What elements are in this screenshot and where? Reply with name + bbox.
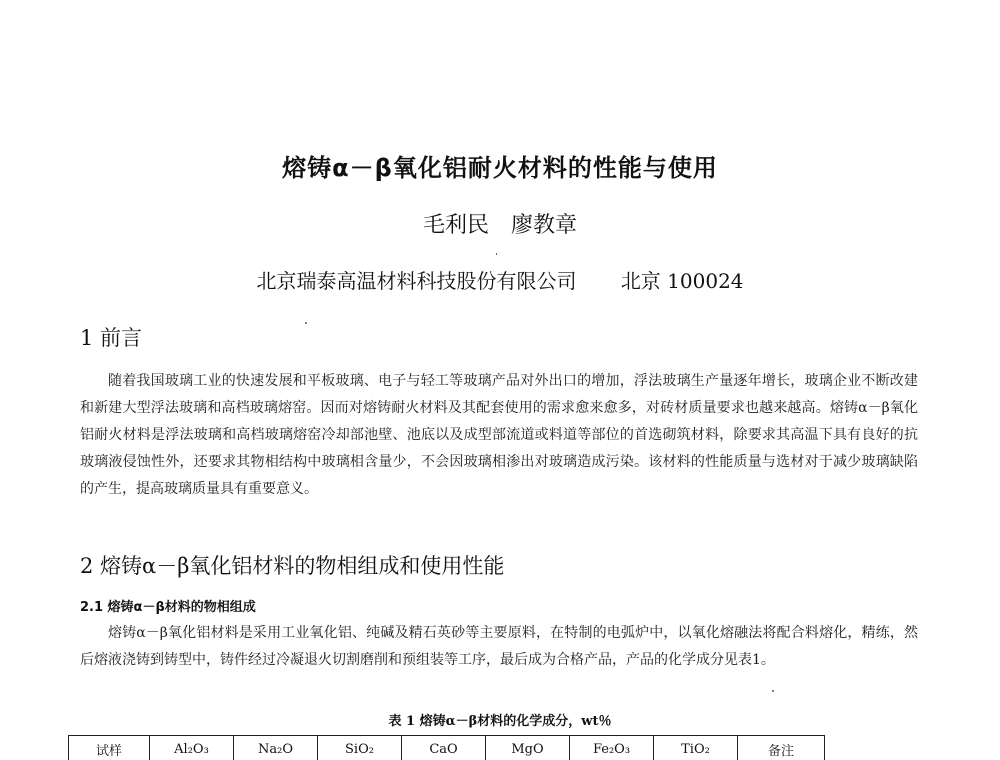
table-caption: 表 1 熔铸α－β材料的化学成分，wt％ xyxy=(388,714,612,729)
table-header-cell: TiO₂ xyxy=(654,736,738,760)
table-header-cell: 备注 xyxy=(738,736,825,760)
scan-speck xyxy=(496,253,497,255)
table-header-cell: MgO xyxy=(486,736,570,760)
table-header-row xyxy=(69,736,825,760)
introduction-paragraph: 随着我国玻璃工业的快速发展和平板玻璃、电子与轻工等玻璃产品对外出口的增加，浮法玻璃生产量逐年增长，玻璃企业不断改建和新建大型浮法玻璃和高档玻璃熔窑。因而对熔铸耐火材料及其配套使用的需求愈来愈多，对砖材质量要求也越来越高。熔铸α－β氧化铝耐火材料是浮法玻璃和高档玻璃熔窑冷却部池壁、池底以及成型部流道或料道等部位的首选砌筑材料，除要求其高温下具有良好的抗玻璃液侵蚀性外，还要求其物相结构中玻璃相含量少，不会因玻璃相渗出对玻璃造成污染。该材料的性能质量与选材对于减少玻璃缺陷的产生，提高玻璃质量具有重要意义。 xyxy=(80,373,918,497)
table-header-cell: Na₂O xyxy=(234,736,318,760)
section-heading-phase-composition: 2 熔铸α－β氧化铝材料的物相组成和使用性能 xyxy=(80,554,505,578)
paper-title: 熔铸α－β氧化铝耐火材料的性能与使用 xyxy=(282,154,718,182)
scan-speck xyxy=(772,690,774,692)
scan-speck xyxy=(305,322,307,324)
author-line: 毛利民 廖教章 xyxy=(422,213,577,238)
subsection-heading-phase-composition: 2.1 熔铸α－β材料的物相组成 xyxy=(80,600,256,615)
table-header-cell: Al₂O₃ xyxy=(150,736,234,760)
affiliation-city-postcode: 北京 100024 xyxy=(620,269,744,293)
section-heading-introduction: 1 前言 xyxy=(80,326,143,350)
table-header-cell: CaO xyxy=(402,736,486,760)
affiliation-name: 北京瑞泰高温材料科技股份有限公司 xyxy=(256,269,577,293)
phase-composition-paragraph: 熔铸α－β氧化铝材料是采用工业氧化铝、纯碱及精石英砂等主要原料，在特制的电弧炉中，以氧化熔融法将配合料熔化，精练，然后熔液浇铸到铸型中，铸件经过冷凝退火切割磨削和预组装等工序，最后成为合格产品，产品的化学成分见表1。 xyxy=(80,625,918,668)
affiliation-line xyxy=(0,265,1000,294)
table-header-cell: SiO₂ xyxy=(318,736,402,760)
table-header-cell: 试样 xyxy=(69,736,150,760)
table-header-cell: Fe₂O₃ xyxy=(570,736,654,760)
chemical-composition-table xyxy=(68,735,825,760)
